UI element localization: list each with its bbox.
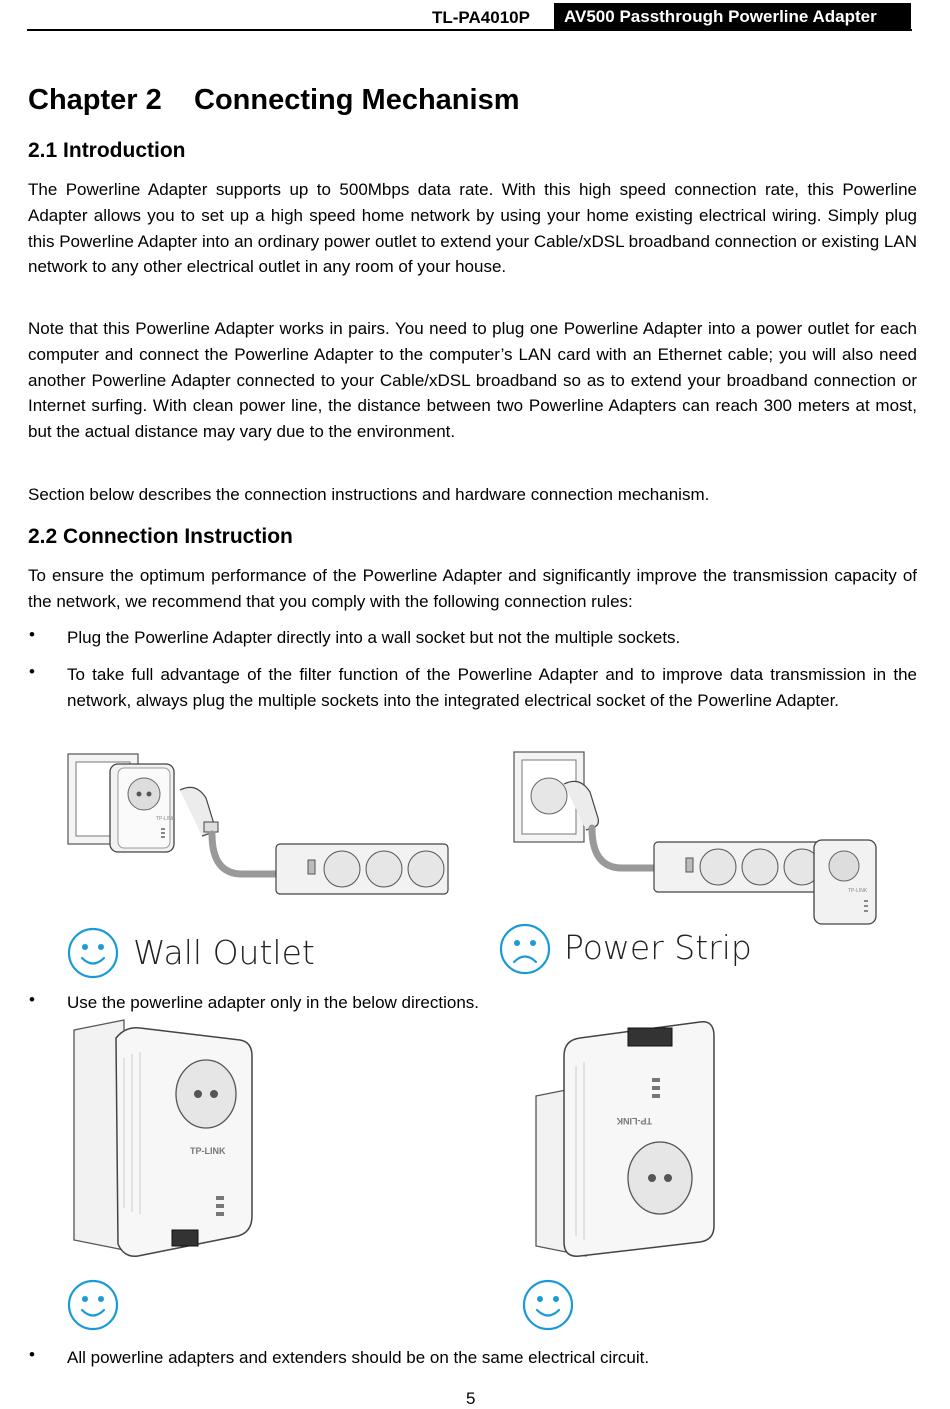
adapter-orientation-upright [66, 1018, 266, 1258]
header-model: TL-PA4010P [432, 8, 530, 27]
page-number: 5 [466, 1389, 476, 1408]
bullet-dot: • [29, 1345, 35, 1364]
connection-intro-paragraph: To ensure the optimum performance of the Powerline Adapter and significantly improve the transmission capacity of the network, we recommend that you comply with the following connection rules: [28, 566, 917, 611]
sad-face-icon [498, 922, 552, 976]
power-strip [276, 844, 448, 894]
wall-outlet-label: Wall Outlet [133, 933, 315, 972]
intro-paragraph-3: Section below describes the connection instructions and hardware connection mechanism. [28, 485, 710, 504]
powerline-adapter [814, 840, 876, 924]
chapter-number: Chapter 2 [28, 84, 162, 116]
powerline-adapter [110, 764, 176, 852]
power-plug [180, 787, 218, 836]
power-strip-label: Power Strip [564, 928, 752, 967]
brand-mark: TP-LINK [156, 816, 176, 822]
bullet-filter-function: To take full advantage of the filter function of the Powerline Adapter and to improve data transmission in the network, always plug the multiple sockets into the integrated electrical socket of the Powerline Adapter. [67, 665, 917, 710]
bullet-wall-socket: Plug the Powerline Adapter directly into a wall socket but not the multiple sockets. [67, 628, 681, 647]
bullet-directions: Use the powerline adapter only in the below directions. [67, 993, 480, 1012]
happy-face-icon [521, 1278, 575, 1332]
chapter-title [28, 84, 520, 117]
power-cable [592, 828, 662, 868]
happy-face-icon [66, 926, 120, 980]
section-heading-introduction: 2.1 Introduction [28, 139, 186, 162]
adapter-orientation-inverted [528, 1016, 728, 1266]
power-strip-illustration [508, 748, 888, 928]
intro-paragraph-1: The Powerline Adapter supports up to 500Mbps data rate. With this high speed connection rate, this Powerline Adapter allows you to set up a high speed home network by using your home existing electrical wiring. Simply plug this Powerline Adapter into an ordinary power outlet to extend your Cable/xDSL broadband connection or existing LAN network to any other electrical outlet in any room of your house. [28, 180, 917, 277]
section-heading-connection-instruction: 2.2 Connection Instruction [28, 525, 293, 548]
header-rule [27, 29, 912, 31]
bullet-same-circuit: All powerline adapters and extenders should be on the same electrical circuit. [67, 1348, 650, 1367]
happy-face-icon [66, 1278, 120, 1332]
brand-mark: TP-LINK [190, 1146, 226, 1156]
chapter-name: Connecting Mechanism [194, 84, 520, 116]
brand-mark: TP-LINK [848, 888, 868, 894]
intro-paragraph-2: Note that this Powerline Adapter works in pairs. You need to plug one Powerline Adapter into a power outlet for each computer and connect the Powerline Adapter to the computer’s LAN card with an Ethernet cable; you will also need another Powerline Adapter connected to your Cable/xDSL broadband so as to extend your broadband connection or Internet surfing. With clean power line, the distance between two Powerline Adapters can reach 300 meters at most, but the actual distance may vary due to the environment. [28, 319, 917, 442]
power-strip [654, 842, 824, 892]
brand-mark: TP-LINK [616, 1116, 652, 1126]
bullet-dot: • [29, 990, 35, 1009]
wall-outlet-illustration [62, 748, 462, 908]
bullet-dot: • [29, 662, 35, 681]
bullet-dot: • [29, 625, 35, 644]
power-cable [212, 834, 282, 874]
header-title: AV500 Passthrough Powerline Adapter [554, 3, 911, 30]
